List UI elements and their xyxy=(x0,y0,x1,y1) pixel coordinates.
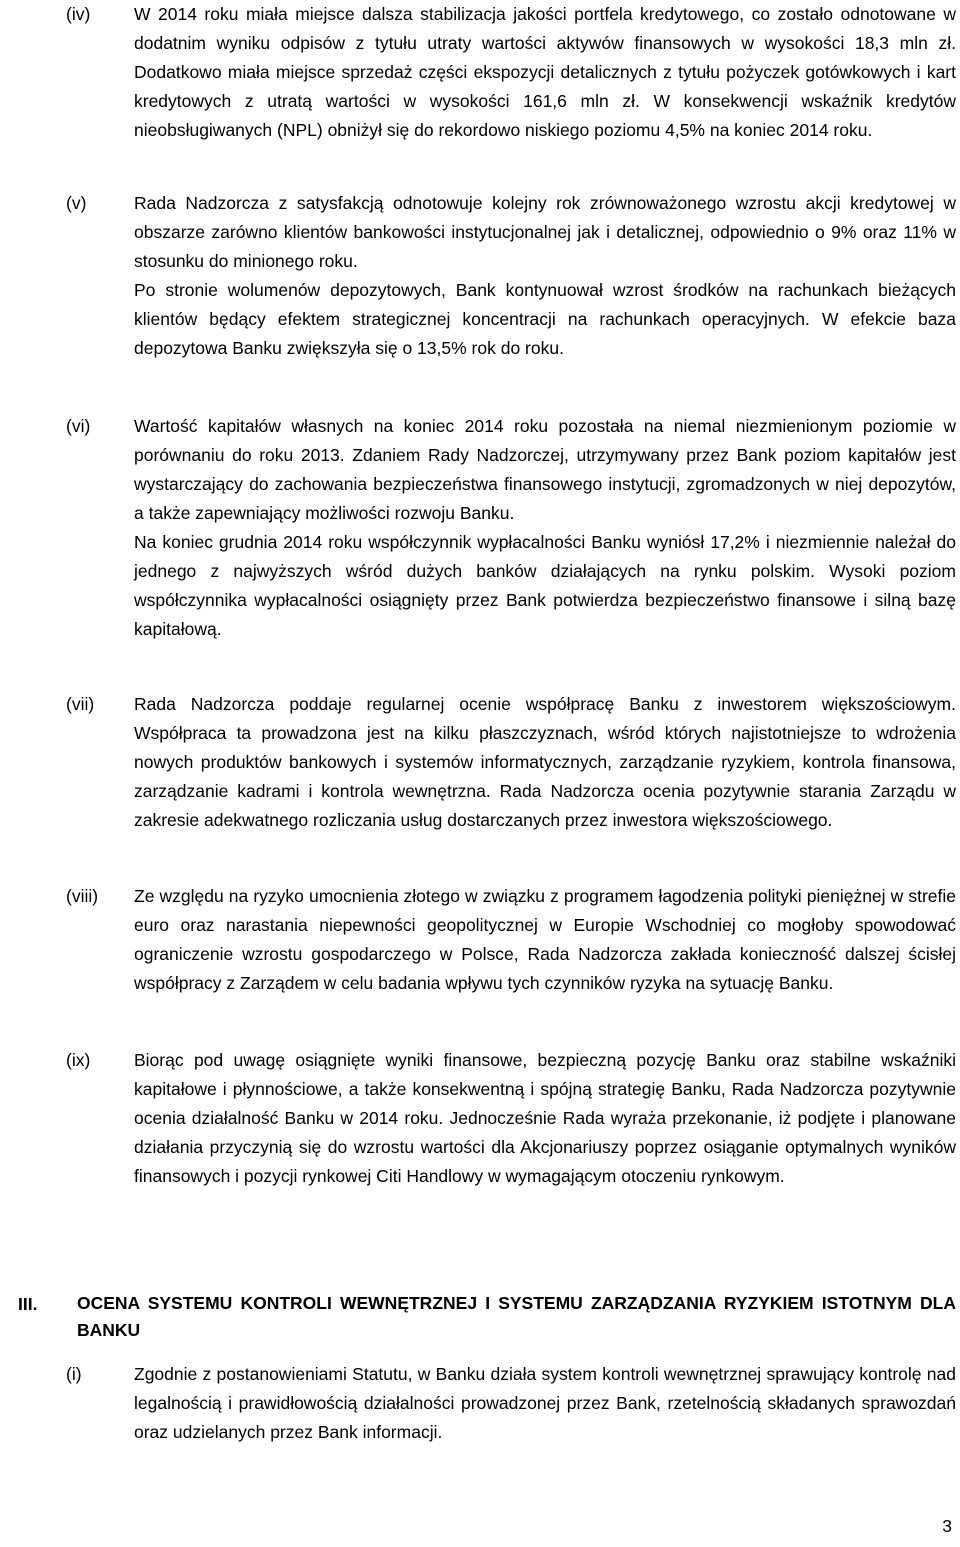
section-heading xyxy=(18,1290,956,1344)
paragraph: Rada Nadzorcza poddaje regularnej ocenie współpracę Banku z inwestorem większościowym. Współpraca ta prowadzona jest na kilku płaszczyznach, wśród których najistotniejsze to wdrożenia nowych produktów bankowych i systemów informatycznych, zarządzanie ryzykiem, kontrola finansowa, zarządzanie kadrami i kontrola wewnętrzna. Rada Nadzorcza ocenia pozytywnie starania Zarządu w zakresie adekwatnego rozliczania usług dostarczanych przez inwestora większościowego. xyxy=(134,694,956,830)
list-item-vi xyxy=(66,412,956,644)
section-item-i xyxy=(66,1360,956,1447)
list-item-vii xyxy=(66,690,956,835)
section-number: III. xyxy=(18,1294,38,1314)
item-number: (vii) xyxy=(66,694,95,714)
item-number: (iv) xyxy=(66,4,91,24)
paragraph: W 2014 roku miała miejsce dalsza stabilizacja jakości portfela kredytowego, co zostało odnotowane w dodatnim wyniku odpisów z tytułu utraty wartości aktywów finansowych w wysokości 18,3 mln zł. Dodatkowo miała miejsce sprzedaż części ekspozycji detalicznych z tytułu pożyczek gotówkowych i kart kredytowych z utratą wartości w wysokości 161,6 mln zł. W konsekwencji wskaźnik kredytów nieobsługiwanych (NPL) obniżył się do rekordowo niskiego poziomu 4,5% na koniec 2014 roku. xyxy=(134,4,956,140)
item-text xyxy=(134,412,956,644)
list-item-iv xyxy=(66,0,956,145)
item-number: (vi) xyxy=(66,416,91,436)
item-text xyxy=(134,1046,956,1191)
paragraph: Ze względu na ryzyko umocnienia złotego w związku z programem łagodzenia polityki pieniężnej w strefie euro oraz narastania niepewności geopolitycznej w Europie Wschodniej co mogłoby spowodować ograniczenie wzrostu gospodarczego w Polsce, Rada Nadzorcza zakłada konieczność dalszej ścisłej współpracy z Zarządem w celu badania wpływu tych czynników ryzyka na sytuację Banku. xyxy=(134,886,956,993)
item-text xyxy=(134,189,956,363)
paragraph: Po stronie wolumenów depozytowych, Bank kontynuował wzrost środków na rachunkach bieżących klientów będący efektem strategicznej koncentracji na rachunkach operacyjnych. W efekcie baza depozytowa Banku zwiększyła się o 13,5% rok do roku. xyxy=(134,280,956,358)
item-text xyxy=(134,882,956,998)
paragraph: Rada Nadzorcza z satysfakcją odnotowuje kolejny rok zrównoważonego wzrostu akcji kredytowej w obszarze zarówno klientów bankowości instytucjonalnej jak i detalicznej, odpowiednio o 9% oraz 11% w stosunku do minionego roku. xyxy=(134,193,956,271)
item-number: (i) xyxy=(66,1364,82,1384)
item-text xyxy=(134,1360,956,1447)
item-number: (v) xyxy=(66,193,87,213)
paragraph: Na koniec grudnia 2014 roku współczynnik wypłacalności Banku wyniósł 17,2% i niezmiennie należał do jednego z najwyższych wśród dużych banków działających na rynku polskim. Wysoki poziom współczynnika wypłacalności osiągnięty przez Bank potwierdza bezpieczeństwo finansowe i silną bazę kapitałową. xyxy=(134,532,956,639)
list-item-viii xyxy=(66,882,956,998)
page-number: 3 xyxy=(942,1516,952,1536)
paragraph: Wartość kapitałów własnych na koniec 2014 roku pozostała na niemal niezmienionym poziomie w porównaniu do roku 2013. Zdaniem Rady Nadzorczej, utrzymywany przez Bank poziom kapitałów jest wystarczający do zachowania bezpieczeństwa finansowego instytucji, zgromadzonych w niej depozytów, a także zapewniający możliwości rozwoju Banku. xyxy=(134,416,956,523)
item-number: (viii) xyxy=(66,886,99,906)
section-title: OCENA SYSTEMU KONTROLI WEWNĘTRZNEJ I SYSTEMU ZARZĄDZANIA RYZYKIEM ISTOTNYM DLA BANKU xyxy=(77,1293,956,1340)
item-number: (ix) xyxy=(66,1050,91,1070)
paragraph: Biorąc pod uwagę osiągnięte wyniki finansowe, bezpieczną pozycję Banku oraz stabilne wskaźniki kapitałowe i płynnościowe, a także konsekwentną i spójną strategię Banku, Rada Nadzorcza pozytywnie ocenia działalność Banku w 2014 roku. Jednocześnie Rada wyraża przekonanie, iż podjęte i planowane działania przyczynią się do wzrostu wartości dla Akcjonariuszy poprzez osiąganie optymalnych wyników finansowych i pozycji rynkowej Citi Handlowy w wymagającym otoczeniu rynkowym. xyxy=(134,1050,956,1186)
paragraph: Zgodnie z postanowieniami Statutu, w Banku działa system kontroli wewnętrznej sprawujący kontrolę nad legalnością i prawidłowością działalności prowadzonej przez Bank, rzetelnością składanych sprawozdań oraz udzielanych przez Bank informacji. xyxy=(134,1364,956,1442)
item-text xyxy=(134,690,956,835)
item-text xyxy=(134,0,956,145)
list-item-ix xyxy=(66,1046,956,1191)
list-item-v xyxy=(66,189,956,363)
